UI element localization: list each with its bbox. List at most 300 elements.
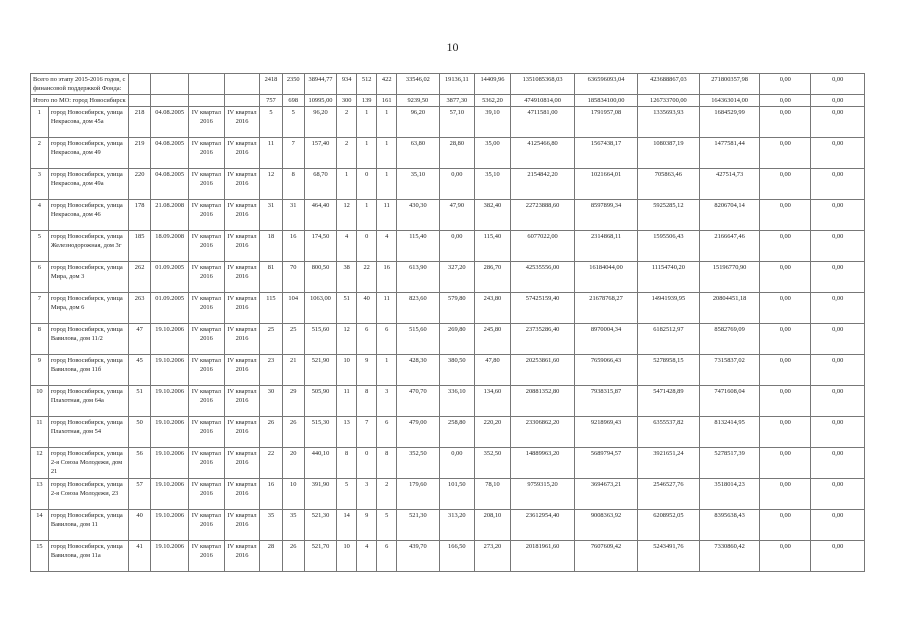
value-cell: 0,00 xyxy=(811,479,865,510)
value-cell: 0,00 xyxy=(811,541,865,572)
document-date: 01.09.2005 xyxy=(151,262,189,293)
value-cell: 9 xyxy=(357,510,377,541)
value-cell: 7659066,43 xyxy=(575,355,637,386)
value-cell: 20253861,60 xyxy=(510,355,575,386)
address-cell: город Новосибирск, улица Мира, дом 3 xyxy=(48,262,128,293)
planned-quarter: IV квартал 2016 xyxy=(189,355,225,386)
value-cell: 352,50 xyxy=(475,448,511,479)
value-cell: 9 xyxy=(357,355,377,386)
address-cell: город Новосибирск, улица Некрасова, дом 49 xyxy=(48,138,128,169)
total-value: 422 xyxy=(377,74,397,95)
value-cell: 8 xyxy=(357,386,377,417)
address-cell: город Новосибирск, улица Некрасова, дом 46 xyxy=(48,200,128,231)
document-date: 04.08.2005 xyxy=(151,107,189,138)
value-cell: 12 xyxy=(260,169,282,200)
demolition-quarter: IV квартал 2016 xyxy=(224,107,260,138)
value-cell: 0,00 xyxy=(439,231,475,262)
total-label: Всего по этапу 2015-2016 годов, с финансовой поддержкой Фонда: xyxy=(31,74,129,95)
row-number: 10 xyxy=(31,386,49,417)
demolition-quarter: IV квартал 2016 xyxy=(224,293,260,324)
empty-cell xyxy=(224,74,260,95)
document-number: 262 xyxy=(128,262,150,293)
document-number: 51 xyxy=(128,386,150,417)
value-cell: 1 xyxy=(377,355,397,386)
value-cell: 2 xyxy=(377,479,397,510)
value-cell: 505,90 xyxy=(304,386,336,417)
value-cell: 26 xyxy=(282,417,304,448)
planned-quarter: IV квартал 2016 xyxy=(189,231,225,262)
value-cell: 81 xyxy=(260,262,282,293)
value-cell: 20804451,18 xyxy=(700,293,760,324)
total-value: 0,00 xyxy=(760,74,811,95)
empty-cell xyxy=(224,95,260,107)
value-cell: 8132414,95 xyxy=(700,417,760,448)
value-cell: 12 xyxy=(337,200,357,231)
planned-quarter: IV квартал 2016 xyxy=(189,324,225,355)
document-date: 19.10.2006 xyxy=(151,386,189,417)
value-cell: 5 xyxy=(282,107,304,138)
value-cell: 3518014,23 xyxy=(700,479,760,510)
total-label: Итого по МО: город Новосибирск xyxy=(31,95,129,107)
value-cell: 5243491,76 xyxy=(637,541,699,572)
total-value: 9239,50 xyxy=(397,95,439,107)
value-cell: 0,00 xyxy=(760,386,811,417)
value-cell: 269,80 xyxy=(439,324,475,355)
value-cell: 0,00 xyxy=(811,107,865,138)
value-cell: 2546527,76 xyxy=(637,479,699,510)
value-cell: 3921651,24 xyxy=(637,448,699,479)
value-cell: 1 xyxy=(357,138,377,169)
value-cell: 0,00 xyxy=(811,355,865,386)
value-cell: 96,20 xyxy=(397,107,439,138)
value-cell: 31 xyxy=(260,200,282,231)
value-cell: 5278958,15 xyxy=(637,355,699,386)
value-cell: 8 xyxy=(282,169,304,200)
value-cell: 0,00 xyxy=(811,448,865,479)
empty-cell xyxy=(151,74,189,95)
value-cell: 0,00 xyxy=(811,293,865,324)
value-cell: 1 xyxy=(357,200,377,231)
value-cell: 174,50 xyxy=(304,231,336,262)
total-row xyxy=(31,74,865,95)
value-cell: 273,20 xyxy=(475,541,511,572)
value-cell: 0,00 xyxy=(760,231,811,262)
value-cell: 0 xyxy=(357,448,377,479)
value-cell: 22 xyxy=(260,448,282,479)
table-row xyxy=(31,262,865,293)
value-cell: 0,00 xyxy=(760,200,811,231)
table-row xyxy=(31,138,865,169)
planned-quarter: IV квартал 2016 xyxy=(189,293,225,324)
value-cell: 705863,46 xyxy=(637,169,699,200)
demolition-quarter: IV квартал 2016 xyxy=(224,262,260,293)
table-row xyxy=(31,479,865,510)
value-cell: 22723888,60 xyxy=(510,200,575,231)
value-cell: 0,00 xyxy=(760,169,811,200)
table-row xyxy=(31,200,865,231)
value-cell: 68,70 xyxy=(304,169,336,200)
value-cell: 0,00 xyxy=(760,324,811,355)
total-value: 164363014,00 xyxy=(700,95,760,107)
row-number: 7 xyxy=(31,293,49,324)
value-cell: 11 xyxy=(377,200,397,231)
total-value: 2350 xyxy=(282,74,304,95)
value-cell: 57425159,40 xyxy=(510,293,575,324)
value-cell: 464,40 xyxy=(304,200,336,231)
document-date: 19.10.2006 xyxy=(151,541,189,572)
document-number: 219 xyxy=(128,138,150,169)
value-cell: 245,80 xyxy=(475,324,511,355)
value-cell: 0,00 xyxy=(760,510,811,541)
total-value: 300 xyxy=(337,95,357,107)
document-number: 56 xyxy=(128,448,150,479)
address-cell: город Новосибирск, улица Вавилова, дом 11/2 xyxy=(48,324,128,355)
value-cell: 11 xyxy=(337,386,357,417)
value-cell: 4 xyxy=(357,541,377,572)
table-row xyxy=(31,169,865,200)
value-cell: 7 xyxy=(282,138,304,169)
value-cell: 0,00 xyxy=(811,200,865,231)
document-date: 18.09.2008 xyxy=(151,231,189,262)
value-cell: 20 xyxy=(282,448,304,479)
value-cell: 5925285,12 xyxy=(637,200,699,231)
value-cell: 115,40 xyxy=(397,231,439,262)
value-cell: 23 xyxy=(260,355,282,386)
total-value: 33546,02 xyxy=(397,74,439,95)
table-row xyxy=(31,107,865,138)
value-cell: 4 xyxy=(337,231,357,262)
value-cell: 42535556,00 xyxy=(510,262,575,293)
value-cell: 6182512,97 xyxy=(637,324,699,355)
total-value: 934 xyxy=(337,74,357,95)
value-cell: 51 xyxy=(337,293,357,324)
value-cell: 439,70 xyxy=(397,541,439,572)
table-row xyxy=(31,448,865,479)
document-date: 04.08.2005 xyxy=(151,169,189,200)
value-cell: 16184044,00 xyxy=(575,262,637,293)
value-cell: 96,20 xyxy=(304,107,336,138)
value-cell: 3 xyxy=(357,479,377,510)
value-cell: 1 xyxy=(357,107,377,138)
value-cell: 8582769,09 xyxy=(700,324,760,355)
document-number: 178 xyxy=(128,200,150,231)
value-cell: 6077022,00 xyxy=(510,231,575,262)
value-cell: 0,00 xyxy=(811,231,865,262)
value-cell: 10 xyxy=(337,541,357,572)
total-value: 38944,77 xyxy=(304,74,336,95)
value-cell: 0,00 xyxy=(760,355,811,386)
document-number: 263 xyxy=(128,293,150,324)
row-number: 3 xyxy=(31,169,49,200)
address-cell: город Новосибирск, улица Некрасова, дом 49а xyxy=(48,169,128,200)
value-cell: 1791957,08 xyxy=(575,107,637,138)
value-cell: 10 xyxy=(337,355,357,386)
document-number: 220 xyxy=(128,169,150,200)
row-number: 4 xyxy=(31,200,49,231)
empty-cell xyxy=(189,74,225,95)
value-cell: 0,00 xyxy=(760,448,811,479)
value-cell: 8395638,43 xyxy=(700,510,760,541)
total-value: 126733700,00 xyxy=(637,95,699,107)
value-cell: 352,50 xyxy=(397,448,439,479)
value-cell: 0,00 xyxy=(439,448,475,479)
value-cell: 23735286,40 xyxy=(510,324,575,355)
value-cell: 8970004,34 xyxy=(575,324,637,355)
value-cell: 430,30 xyxy=(397,200,439,231)
row-number: 8 xyxy=(31,324,49,355)
value-cell: 104 xyxy=(282,293,304,324)
row-number: 11 xyxy=(31,417,49,448)
value-cell: 1 xyxy=(337,169,357,200)
address-cell: город Новосибирск, улица Мира, дом 6 xyxy=(48,293,128,324)
row-number: 6 xyxy=(31,262,49,293)
value-cell: 1080387,19 xyxy=(637,138,699,169)
value-cell: 220,20 xyxy=(475,417,511,448)
value-cell: 35 xyxy=(260,510,282,541)
planned-quarter: IV квартал 2016 xyxy=(189,448,225,479)
document-number: 47 xyxy=(128,324,150,355)
value-cell: 39,10 xyxy=(475,107,511,138)
value-cell: 8 xyxy=(377,448,397,479)
planned-quarter: IV квартал 2016 xyxy=(189,417,225,448)
empty-cell xyxy=(128,74,150,95)
value-cell: 243,80 xyxy=(475,293,511,324)
row-number: 9 xyxy=(31,355,49,386)
demolition-quarter: IV квартал 2016 xyxy=(224,386,260,417)
address-cell: город Новосибирск, улица 2-я Союза Молодежи, дом 21 xyxy=(48,448,128,479)
value-cell: 115 xyxy=(260,293,282,324)
value-cell: 6208952,05 xyxy=(637,510,699,541)
demolition-quarter: IV квартал 2016 xyxy=(224,417,260,448)
value-cell: 13 xyxy=(337,417,357,448)
value-cell: 35,00 xyxy=(475,138,511,169)
table-row xyxy=(31,541,865,572)
row-number: 1 xyxy=(31,107,49,138)
total-value: 5362,20 xyxy=(475,95,511,107)
value-cell: 3694673,21 xyxy=(575,479,637,510)
value-cell: 25 xyxy=(282,324,304,355)
value-cell: 4 xyxy=(377,231,397,262)
demolition-quarter: IV квартал 2016 xyxy=(224,200,260,231)
total-value: 0,00 xyxy=(760,95,811,107)
empty-cell xyxy=(151,95,189,107)
value-cell: 7607609,42 xyxy=(575,541,637,572)
document-number: 41 xyxy=(128,541,150,572)
demolition-quarter: IV квартал 2016 xyxy=(224,138,260,169)
planned-quarter: IV квартал 2016 xyxy=(189,200,225,231)
value-cell: 0,00 xyxy=(811,386,865,417)
total-value: 19136,11 xyxy=(439,74,475,95)
value-cell: 14941939,95 xyxy=(637,293,699,324)
value-cell: 29 xyxy=(282,386,304,417)
value-cell: 258,80 xyxy=(439,417,475,448)
document-number: 57 xyxy=(128,479,150,510)
table-row xyxy=(31,417,865,448)
value-cell: 14 xyxy=(337,510,357,541)
value-cell: 1335693,93 xyxy=(637,107,699,138)
value-cell: 0,00 xyxy=(811,510,865,541)
table-row xyxy=(31,510,865,541)
value-cell: 5689794,57 xyxy=(575,448,637,479)
value-cell: 22 xyxy=(357,262,377,293)
value-cell: 427514,73 xyxy=(700,169,760,200)
value-cell: 0,00 xyxy=(760,541,811,572)
value-cell: 157,40 xyxy=(304,138,336,169)
total-value: 512 xyxy=(357,74,377,95)
value-cell: 2154842,20 xyxy=(510,169,575,200)
document-date: 04.08.2005 xyxy=(151,138,189,169)
value-cell: 31 xyxy=(282,200,304,231)
total-value: 139 xyxy=(357,95,377,107)
total-value: 636596093,04 xyxy=(575,74,637,95)
address-cell: город Новосибирск, улица Плахотная, дом 64а xyxy=(48,386,128,417)
planned-quarter: IV квартал 2016 xyxy=(189,169,225,200)
total-value: 474910814,00 xyxy=(510,95,575,107)
row-number: 12 xyxy=(31,448,49,479)
value-cell: 7 xyxy=(357,417,377,448)
value-cell: 10 xyxy=(282,479,304,510)
value-cell: 2314868,11 xyxy=(575,231,637,262)
value-cell: 30 xyxy=(260,386,282,417)
planned-quarter: IV квартал 2016 xyxy=(189,386,225,417)
value-cell: 391,90 xyxy=(304,479,336,510)
value-cell: 11 xyxy=(260,138,282,169)
demolition-quarter: IV квартал 2016 xyxy=(224,169,260,200)
empty-cell xyxy=(128,95,150,107)
value-cell: 57,10 xyxy=(439,107,475,138)
document-date: 21.08.2008 xyxy=(151,200,189,231)
value-cell: 7315837,02 xyxy=(700,355,760,386)
demolition-quarter: IV квартал 2016 xyxy=(224,510,260,541)
address-cell: город Новосибирск, улица Железнодорожная, дом 3г xyxy=(48,231,128,262)
demolition-quarter: IV квартал 2016 xyxy=(224,541,260,572)
value-cell: 3 xyxy=(377,386,397,417)
total-value: 3877,30 xyxy=(439,95,475,107)
address-cell: город Новосибирск, улица Вавилова, дом 11б xyxy=(48,355,128,386)
value-cell: 7330860,42 xyxy=(700,541,760,572)
demolition-quarter: IV квартал 2016 xyxy=(224,324,260,355)
value-cell: 35,10 xyxy=(397,169,439,200)
resettlement-table xyxy=(30,73,865,572)
total-value: 161 xyxy=(377,95,397,107)
total-value: 10995,00 xyxy=(304,95,336,107)
address-cell: город Новосибирск, улица Некрасова, дом 45а xyxy=(48,107,128,138)
value-cell: 15196770,90 xyxy=(700,262,760,293)
value-cell: 21 xyxy=(282,355,304,386)
value-cell: 12 xyxy=(337,324,357,355)
value-cell: 1021664,01 xyxy=(575,169,637,200)
value-cell: 0,00 xyxy=(760,417,811,448)
value-cell: 2 xyxy=(337,107,357,138)
document-number: 185 xyxy=(128,231,150,262)
value-cell: 6 xyxy=(377,541,397,572)
row-number: 15 xyxy=(31,541,49,572)
value-cell: 5278517,39 xyxy=(700,448,760,479)
value-cell: 40 xyxy=(357,293,377,324)
value-cell: 8597899,34 xyxy=(575,200,637,231)
value-cell: 521,70 xyxy=(304,541,336,572)
total-row xyxy=(31,95,865,107)
value-cell: 14889963,20 xyxy=(510,448,575,479)
document-number: 50 xyxy=(128,417,150,448)
value-cell: 4711581,00 xyxy=(510,107,575,138)
value-cell: 9008363,92 xyxy=(575,510,637,541)
row-number: 5 xyxy=(31,231,49,262)
address-cell: город Новосибирск, улица Вавилова, дом 11 xyxy=(48,510,128,541)
value-cell: 63,80 xyxy=(397,138,439,169)
value-cell: 6355537,82 xyxy=(637,417,699,448)
value-cell: 6 xyxy=(377,324,397,355)
total-value: 1351085368,03 xyxy=(510,74,575,95)
value-cell: 336,10 xyxy=(439,386,475,417)
value-cell: 21678768,27 xyxy=(575,293,637,324)
value-cell: 1063,00 xyxy=(304,293,336,324)
table-row xyxy=(31,231,865,262)
value-cell: 5 xyxy=(377,510,397,541)
value-cell: 521,30 xyxy=(304,510,336,541)
value-cell: 9759315,20 xyxy=(510,479,575,510)
value-cell: 0,00 xyxy=(760,107,811,138)
table-row xyxy=(31,324,865,355)
page-number: 10 xyxy=(446,40,459,54)
value-cell: 179,60 xyxy=(397,479,439,510)
value-cell: 515,60 xyxy=(397,324,439,355)
value-cell: 327,20 xyxy=(439,262,475,293)
value-cell: 18 xyxy=(260,231,282,262)
value-cell: 28,80 xyxy=(439,138,475,169)
document-number: 40 xyxy=(128,510,150,541)
value-cell: 25 xyxy=(260,324,282,355)
value-cell: 0,00 xyxy=(439,169,475,200)
total-value: 271800357,98 xyxy=(700,74,760,95)
total-value: 423688867,03 xyxy=(637,74,699,95)
value-cell: 823,60 xyxy=(397,293,439,324)
value-cell: 428,30 xyxy=(397,355,439,386)
value-cell: 4125466,80 xyxy=(510,138,575,169)
row-number: 14 xyxy=(31,510,49,541)
value-cell: 1 xyxy=(377,169,397,200)
value-cell: 1567438,17 xyxy=(575,138,637,169)
value-cell: 9218969,43 xyxy=(575,417,637,448)
value-cell: 613,90 xyxy=(397,262,439,293)
address-cell: город Новосибирск, улица 2-я Союза Молодежи, 23 xyxy=(48,479,128,510)
document-date: 19.10.2006 xyxy=(151,510,189,541)
value-cell: 515,60 xyxy=(304,324,336,355)
value-cell: 579,80 xyxy=(439,293,475,324)
value-cell: 47,80 xyxy=(475,355,511,386)
total-value: 2418 xyxy=(260,74,282,95)
planned-quarter: IV квартал 2016 xyxy=(189,107,225,138)
address-cell: город Новосибирск, улица Плахотная, дом 54 xyxy=(48,417,128,448)
value-cell: 166,50 xyxy=(439,541,475,572)
planned-quarter: IV квартал 2016 xyxy=(189,138,225,169)
total-value: 0,00 xyxy=(811,95,865,107)
row-number: 2 xyxy=(31,138,49,169)
total-value: 14409,96 xyxy=(475,74,511,95)
value-cell: 521,30 xyxy=(397,510,439,541)
value-cell: 208,10 xyxy=(475,510,511,541)
value-cell: 6 xyxy=(377,417,397,448)
demolition-quarter: IV квартал 2016 xyxy=(224,231,260,262)
document-date: 19.10.2006 xyxy=(151,417,189,448)
value-cell: 800,50 xyxy=(304,262,336,293)
document-date: 19.10.2006 xyxy=(151,355,189,386)
value-cell: 515,30 xyxy=(304,417,336,448)
value-cell: 286,70 xyxy=(475,262,511,293)
table-row xyxy=(31,355,865,386)
value-cell: 1 xyxy=(377,138,397,169)
value-cell: 0,00 xyxy=(760,293,811,324)
